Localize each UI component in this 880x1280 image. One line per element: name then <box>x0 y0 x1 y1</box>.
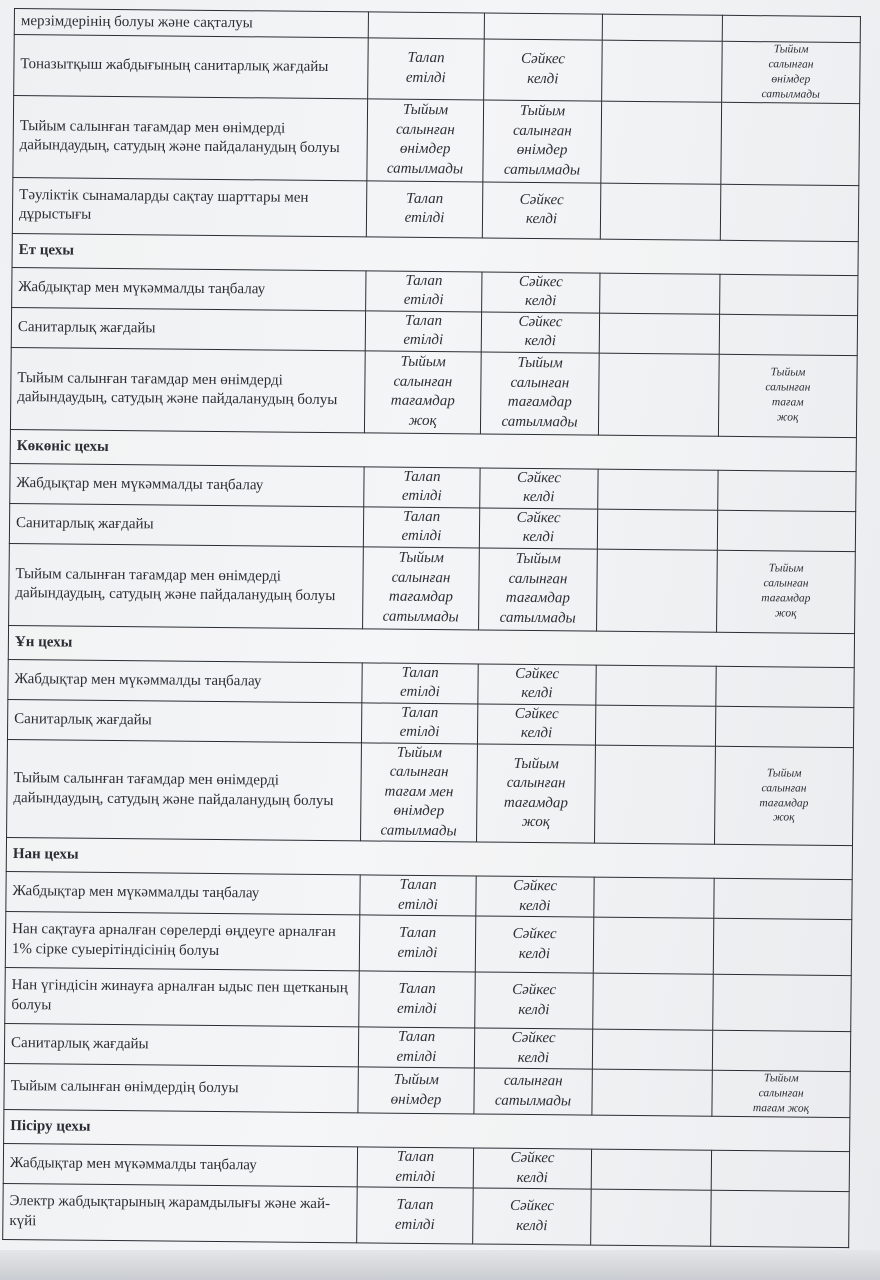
handwritten-result: Сәйкес келді <box>477 704 595 745</box>
table-row <box>9 543 856 633</box>
handwritten-requirement: Талап етілді <box>359 971 476 1028</box>
handwritten-result: салынған сатылмады <box>474 1068 592 1115</box>
handwritten-requirement: Талап етілді <box>365 311 481 352</box>
handwritten-result: Сәйкес келді <box>482 182 601 239</box>
criterion-label: Нан үгіндісін жинауға арналған ыдыс пен щетканың болуы <box>5 968 360 1027</box>
handwritten-requirement: Талап етілді <box>363 507 479 548</box>
empty-cell <box>597 549 718 632</box>
handwritten-requirement: Талап етілді <box>368 38 485 100</box>
table-row <box>3 1184 849 1248</box>
table-row <box>5 968 851 1032</box>
handwritten-note <box>713 919 852 976</box>
table-row <box>5 912 851 976</box>
handwritten-result: Сәйкес келді <box>478 664 596 705</box>
empty-cell <box>599 313 719 354</box>
handwritten-note: Тыйым салынған өнімдер сатылмады <box>722 41 861 103</box>
empty-cell <box>594 877 714 918</box>
handwritten-result: Сәйкес келді <box>475 972 594 1029</box>
handwritten-result: Сәйкес келді <box>484 39 603 101</box>
handwritten-note: Тыйым салынған тағамдар жоқ <box>717 550 856 633</box>
handwritten-requirement: Тыйым салынған тағамдар жоқ <box>364 351 481 434</box>
handwritten-requirement: Талап етілді <box>366 271 482 312</box>
empty-cell <box>592 1069 712 1116</box>
criterion-label: Тыйым салынған өнімдердің болуы <box>4 1064 358 1113</box>
section-title-flour-shop: Ұн цехы <box>8 625 854 667</box>
handwritten-note: Тыйым салынған тағам жоқ <box>718 354 857 437</box>
handwritten-requirement: Талап етілді <box>357 1187 474 1244</box>
empty-cell <box>591 1189 712 1246</box>
handwritten-result: Сәйкес келді <box>480 468 598 509</box>
desk-surface <box>0 1250 880 1280</box>
empty-cell <box>602 14 722 41</box>
criterion-label: Жабдықтар мен мүкәммалды таңбалау <box>12 267 366 310</box>
empty-cell <box>593 973 714 1030</box>
handwritten-result: Сәйкес келді <box>479 508 597 549</box>
handwritten-note <box>719 314 857 355</box>
handwritten-requirement: Тыйым салынған тағам мен өнімдер сатылмады <box>361 743 478 843</box>
criterion-label: Тәуліктік сынамаларды сақтау шарттары мен дұрыстығы <box>12 177 367 236</box>
empty-cell <box>596 665 716 706</box>
handwritten-requirement: Тыйым өнімдер <box>358 1067 474 1114</box>
criterion-label: Нан сақтауға арналған сөрелерді өңдеуге арналған 1% сірке суыерітіндісінің болуы <box>5 912 360 971</box>
table-row <box>10 347 857 437</box>
handwritten-result <box>484 13 602 40</box>
handwritten-result: Сәйкес келді <box>473 1188 592 1245</box>
empty-cell <box>598 353 719 436</box>
empty-cell <box>601 101 722 184</box>
handwritten-requirement: Талап етілді <box>366 181 483 238</box>
section-title-meat-shop: Ет цехы <box>12 233 858 275</box>
criterion-label: Тыйым салынған тағамдар мен өнімдерді дайындаудың, сатудың және пайдаланудың болуы <box>10 347 365 432</box>
table-row <box>12 177 858 241</box>
handwritten-note: Тыйым салынған тағамдар жоқ <box>715 746 854 846</box>
handwritten-note <box>711 1190 850 1247</box>
empty-cell <box>595 705 715 746</box>
handwritten-result: Сәйкес келді <box>481 312 599 353</box>
handwritten-requirement: Талап етілді <box>358 1027 474 1068</box>
handwritten-requirement: Талап етілді <box>361 703 477 744</box>
handwritten-note <box>720 274 858 315</box>
handwritten-result: Тыйым салынған өнімдер сатылмады <box>483 100 602 183</box>
criterion-label: Санитарлық жағдайы <box>11 307 365 350</box>
handwritten-result: Сәйкес келді <box>475 916 594 973</box>
handwritten-note <box>721 102 860 185</box>
handwritten-result: Тыйым салынған тағамдар сатылмады <box>479 548 598 631</box>
table-row <box>4 1064 850 1118</box>
empty-cell <box>598 469 718 510</box>
handwritten-note: Тыйым салынған тағам жоқ <box>712 1071 850 1118</box>
handwritten-note <box>712 1031 850 1072</box>
handwritten-requirement: Тыйым салынған өнімдер сатылмады <box>367 99 484 182</box>
handwritten-note <box>722 15 860 42</box>
criterion-label: Санитарлық жағдайы <box>7 699 361 742</box>
table-row <box>7 739 854 846</box>
handwritten-requirement <box>368 12 484 39</box>
handwritten-requirement: Талап етілді <box>360 875 476 916</box>
inspection-checklist-table <box>2 8 861 1248</box>
table-row <box>14 35 861 104</box>
empty-cell <box>602 40 723 102</box>
empty-cell <box>600 183 721 240</box>
section-title-cooking-shop: Пісіру цехы <box>4 1110 850 1152</box>
handwritten-result: Тыйым салынған тағамдар жоқ <box>477 744 596 844</box>
handwritten-note <box>720 184 859 241</box>
criterion-label: Тыйым салынған тағамдар мен өнімдерді дайындаудың, сатудың және пайдаланудың болуы <box>9 543 364 628</box>
handwritten-note <box>718 470 856 511</box>
criterion-label: мерзімдерінің болуы және сақталуы <box>14 9 368 38</box>
handwritten-requirement: Талап етілді <box>357 1147 473 1188</box>
section-title-bread-shop: Нан цехы <box>6 838 852 880</box>
handwritten-requirement: Тыйым салынған тағамдар сатылмады <box>363 547 480 630</box>
handwritten-note <box>715 706 853 747</box>
handwritten-result: Тыйым салынған тағамдар сатылмады <box>480 352 599 435</box>
handwritten-result: Сәйкес келді <box>474 1028 592 1069</box>
handwritten-requirement: Талап етілді <box>364 467 480 508</box>
table-row <box>13 95 860 185</box>
empty-cell <box>597 509 717 550</box>
handwritten-result: Сәйкес келді <box>476 876 594 917</box>
handwritten-requirement: Талап етілді <box>362 663 478 704</box>
handwritten-note <box>717 510 855 551</box>
handwritten-result: Сәйкес келді <box>473 1148 591 1189</box>
criterion-label: Тыйым салынған тағамдар мен өнімдерді дайындаудың, сатудың және пайдаланудың болуы <box>7 739 362 841</box>
criterion-label: Санитарлық жағдайы <box>4 1024 358 1067</box>
section-title-vegetable-shop: Көкөніс цехы <box>10 429 856 471</box>
empty-cell <box>600 273 720 314</box>
handwritten-note <box>714 879 852 920</box>
criterion-label: Тоназытқыш жабдығының санитарлық жағдайы <box>14 35 369 99</box>
criterion-label: Жабдықтар мен мүкәммалды таңбалау <box>6 872 360 915</box>
criterion-label: Жабдықтар мен мүкәммалды таңбалау <box>3 1144 357 1187</box>
criterion-label: Жабдықтар мен мүкәммалды таңбалау <box>10 463 364 506</box>
handwritten-note <box>711 1150 849 1191</box>
criterion-label: Санитарлық жағдайы <box>9 503 363 546</box>
criterion-label: Жабдықтар мен мүкәммалды таңбалау <box>8 659 362 702</box>
criterion-label: Электр жабдықтарының жарамдылығы және жай-күйі <box>3 1184 358 1243</box>
handwritten-requirement: Талап етілді <box>359 915 476 972</box>
handwritten-note <box>713 975 852 1032</box>
handwritten-result: Сәйкес келді <box>482 272 600 313</box>
criterion-label: Тыйым салынған тағамдар мен өнімдерді дайындаудың, сатудың және пайдаланудың болуы <box>13 95 368 180</box>
empty-cell <box>591 1149 711 1190</box>
empty-cell <box>592 1029 712 1070</box>
empty-cell <box>593 917 714 974</box>
handwritten-note <box>716 666 854 707</box>
empty-cell <box>595 745 716 845</box>
